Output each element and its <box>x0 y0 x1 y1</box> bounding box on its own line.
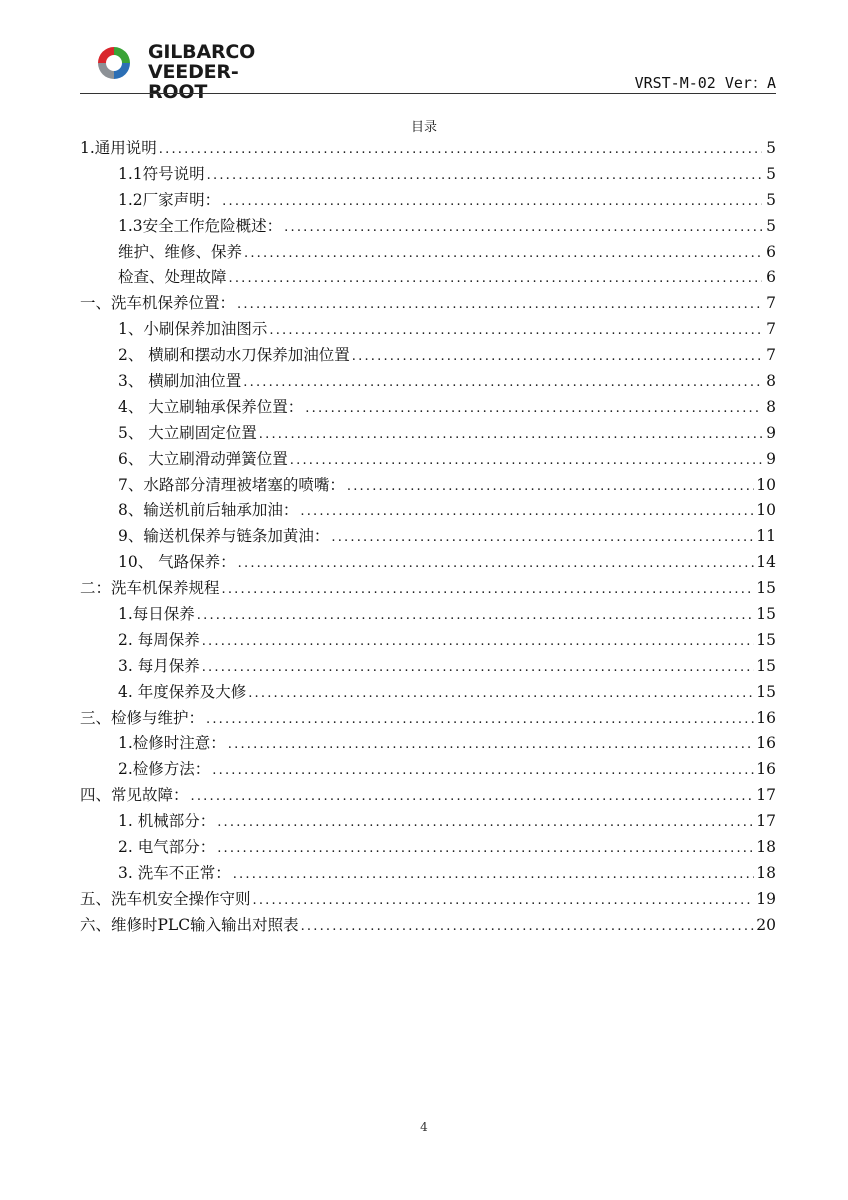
toc-leader-dots <box>259 422 762 448</box>
toc-entry-label: 三、检修与维护： <box>80 708 205 727</box>
toc-entry-page: 19 <box>756 889 776 908</box>
toc-entry[interactable] <box>80 680 776 706</box>
toc-entry-page: 5 <box>766 190 776 209</box>
toc-entry-page: 10 <box>756 475 776 494</box>
toc-entry-label: 检查、处理故障 <box>118 268 227 287</box>
toc-entry[interactable] <box>80 317 776 343</box>
toc-entry-label: 6、 大立刷滑动弹簧位置 <box>118 449 288 468</box>
toc-entry-page: 7 <box>766 294 776 313</box>
toc-entry[interactable] <box>80 887 776 913</box>
toc-entry-label: 4. 年度保养及大修 <box>118 682 247 701</box>
toc-entry-label: 1. 机械部分： <box>118 812 216 831</box>
toc-entry-label: 一、洗车机保养位置： <box>80 294 236 313</box>
toc-leader-dots <box>228 732 754 758</box>
toc-entry[interactable] <box>80 783 776 809</box>
toc-entry-label: 四、常见故障： <box>80 786 189 805</box>
toc-entry[interactable] <box>80 136 776 162</box>
toc-leader-dots <box>290 448 762 474</box>
page-header <box>80 38 776 103</box>
toc-entry[interactable] <box>80 628 776 654</box>
toc-entry-page: 15 <box>756 656 776 675</box>
toc-leader-dots <box>222 577 755 603</box>
toc-entry-label: 3. 洗车不正常： <box>118 863 231 882</box>
toc-entry-label: 1.2厂家声明： <box>118 190 221 209</box>
gilbarco-logo <box>90 38 290 103</box>
toc-leader-dots <box>233 862 755 888</box>
toc-entry-page: 10 <box>756 501 776 520</box>
toc-leader-dots <box>248 681 754 707</box>
toc-entry-label: 2. 电气部分： <box>118 838 216 857</box>
toc-leader-dots <box>206 707 754 733</box>
toc-entry[interactable] <box>80 809 776 835</box>
toc-leader-dots <box>243 370 762 396</box>
toc-entry-label: 9、输送机保养与链条加黄油： <box>118 527 330 546</box>
table-of-contents <box>80 136 776 939</box>
toc-entry-page: 6 <box>766 268 776 287</box>
toc-entry[interactable] <box>80 214 776 240</box>
toc-entry-page: 5 <box>766 139 776 157</box>
logo-line-2: VEEDER-ROOT <box>148 61 239 103</box>
toc-entry-page: 20 <box>756 915 776 934</box>
toc-entry[interactable] <box>80 188 776 214</box>
toc-entry[interactable] <box>80 395 776 421</box>
toc-leader-dots <box>244 241 762 267</box>
toc-entry-label: 2. 每周保养 <box>118 630 200 649</box>
toc-entry-page: 14 <box>756 553 776 572</box>
toc-entry[interactable] <box>80 162 776 188</box>
toc-leader-dots <box>331 525 754 551</box>
toc-entry-label: 10、 气路保养： <box>118 553 236 572</box>
toc-leader-dots <box>202 629 755 655</box>
toc-entry-label: 五、洗车机安全操作守则 <box>80 889 251 908</box>
toc-leader-dots <box>237 292 762 318</box>
toc-entry[interactable] <box>80 861 776 887</box>
toc-entry-page: 15 <box>756 605 776 624</box>
header-divider <box>80 93 776 94</box>
toc-entry-page: 16 <box>756 734 776 753</box>
toc-entry[interactable] <box>80 291 776 317</box>
toc-entry-label: 4、 大立刷轴承保养位置： <box>118 397 304 416</box>
toc-entry-page: 7 <box>766 346 776 365</box>
toc-entry-label: 5、 大立刷固定位置 <box>118 423 257 442</box>
toc-leader-dots <box>269 318 762 344</box>
toc-entry-label: 2.检修方法： <box>118 760 211 779</box>
toc-entry-page: 8 <box>766 397 776 416</box>
toc-leader-dots <box>305 396 762 422</box>
toc-leader-dots <box>217 836 754 862</box>
toc-entry-page: 18 <box>756 863 776 882</box>
page-number: 4 <box>420 1120 428 1134</box>
toc-leader-dots <box>352 344 762 370</box>
toc-entry[interactable] <box>80 706 776 732</box>
toc-entry-page: 6 <box>766 242 776 261</box>
toc-entry-page: 15 <box>756 630 776 649</box>
toc-leader-dots <box>197 603 754 629</box>
toc-entry[interactable] <box>80 913 776 939</box>
toc-entry-page: 17 <box>756 786 776 805</box>
document-id: VRST-M-02 Ver：A <box>634 74 776 92</box>
toc-entry[interactable] <box>80 421 776 447</box>
toc-entry[interactable] <box>80 447 776 473</box>
toc-entry-page: 18 <box>756 838 776 857</box>
toc-leader-dots <box>217 810 754 836</box>
toc-entry-label: 7、水路部分清理被堵塞的喷嘴： <box>118 475 345 494</box>
toc-entry-page: 15 <box>756 682 776 701</box>
toc-leader-dots <box>253 888 755 914</box>
toc-leader-dots <box>347 474 754 500</box>
toc-entry[interactable] <box>80 550 776 576</box>
toc-leader-dots <box>207 163 762 189</box>
toc-entry-label: 1.检修时注意： <box>118 734 226 753</box>
toc-entry[interactable] <box>80 757 776 783</box>
toc-leader-dots <box>229 266 762 292</box>
toc-leader-dots <box>300 499 754 525</box>
toc-entry-label: 3、 横刷加油位置 <box>118 372 242 391</box>
toc-entry-label: 1.1符号说明 <box>118 164 205 183</box>
toc-entry-page: 9 <box>766 423 776 442</box>
toc-entry-label: 1、小刷保养加油图示 <box>118 320 268 339</box>
toc-entry[interactable] <box>80 602 776 628</box>
toc-leader-dots <box>222 189 762 215</box>
gilbarco-logo-icon <box>90 41 138 85</box>
toc-entry-label: 二：洗车机保养规程 <box>80 579 220 598</box>
toc-entry[interactable] <box>80 265 776 291</box>
toc-entry[interactable] <box>80 343 776 369</box>
toc-entry-page: 9 <box>766 449 776 468</box>
toc-entry-page: 17 <box>756 812 776 831</box>
toc-entry-label: 3. 每月保养 <box>118 656 200 675</box>
toc-entry-label: 8、输送机前后轴承加油： <box>118 501 299 520</box>
toc-entry[interactable] <box>80 498 776 524</box>
toc-entry-label: 1.每日保养 <box>118 605 195 624</box>
toc-entry-page: 11 <box>756 527 776 546</box>
toc-title: 目录 <box>410 120 437 135</box>
toc-leader-dots <box>159 137 762 163</box>
toc-entry-page: 16 <box>756 708 776 727</box>
toc-entry-page: 7 <box>766 320 776 339</box>
toc-leader-dots <box>284 215 762 241</box>
toc-entry-label: 1.通用说明 <box>80 139 157 157</box>
toc-entry[interactable] <box>80 835 776 861</box>
toc-entry-label: 六、维修时PLC输入输出对照表 <box>80 915 299 934</box>
toc-entry[interactable] <box>80 369 776 395</box>
toc-entry-label: 维护、维修、保养 <box>118 242 243 261</box>
toc-entry[interactable] <box>80 473 776 499</box>
toc-entry[interactable] <box>80 240 776 266</box>
toc-leader-dots <box>212 758 754 784</box>
toc-entry-page: 8 <box>766 372 776 391</box>
toc-leader-dots <box>202 655 755 681</box>
toc-entry-page: 16 <box>756 760 776 779</box>
toc-entry[interactable] <box>80 654 776 680</box>
toc-leader-dots <box>301 914 755 940</box>
toc-entry-label: 1.3安全工作危险概述： <box>118 216 283 235</box>
toc-leader-dots <box>238 551 755 577</box>
toc-leader-dots <box>191 784 755 810</box>
toc-entry[interactable] <box>80 576 776 602</box>
toc-entry[interactable] <box>80 731 776 757</box>
logo-line-1: GILBARCO <box>148 41 256 63</box>
toc-entry-page: 5 <box>766 216 776 235</box>
toc-entry[interactable] <box>80 524 776 550</box>
toc-entry-page: 15 <box>756 579 776 598</box>
toc-entry-page: 5 <box>766 164 776 183</box>
toc-entry-label: 2、 横刷和摆动水刀保养加油位置 <box>118 346 350 365</box>
